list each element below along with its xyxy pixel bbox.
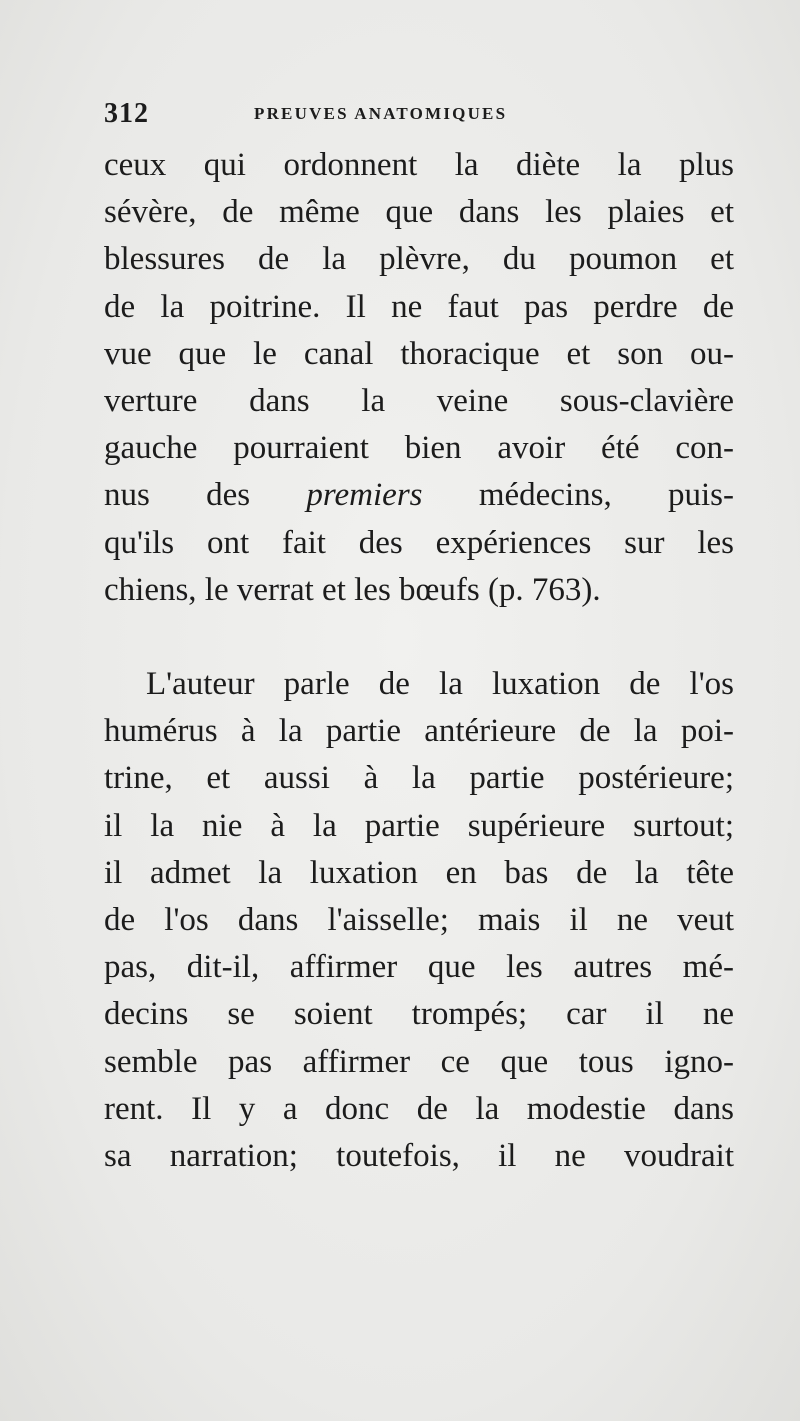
- text-line: decins se soient trompés; car il ne: [104, 996, 734, 1033]
- text-line: de l'os dans l'aisselle; mais il ne veut: [104, 901, 734, 938]
- text-line: gauche pourraient bien avoir été con-: [104, 430, 734, 467]
- running-title: PREUVES ANATOMIQUES: [254, 104, 508, 123]
- text-line: chiens, le verrat et les bœufs (p. 763).: [104, 571, 601, 608]
- page-number: 312: [104, 98, 149, 129]
- text-line-with-italic: [104, 472, 734, 519]
- text-line: il admet la luxation en bas de la tête: [104, 854, 734, 891]
- text-line: sa narration; toutefois, il ne voudrait: [104, 1137, 734, 1174]
- text-line: trine, et aussi à la partie postérieure;: [104, 760, 734, 797]
- text-line: de la poitrine. Il ne faut pas perdre de: [104, 288, 734, 325]
- italic-word: premiers: [306, 477, 423, 514]
- paragraph-2: [104, 661, 734, 1180]
- text-line: qu'ils ont fait des expériences sur les: [104, 524, 734, 561]
- text-line: vue que le canal thoracique et son ou-: [104, 335, 734, 372]
- paragraph-1: [104, 142, 734, 614]
- text-line: blessures de la plèvre, du poumon et: [104, 241, 734, 278]
- text-line: L'auteur parle de la luxation de l'os: [146, 666, 734, 702]
- text-line: pas, dit-il, affirmer que les autres mé-: [104, 949, 734, 986]
- text-line: verture dans la veine sous-clavière: [104, 382, 734, 419]
- text-line: rent. Il y a donc de la modestie dans: [104, 1090, 734, 1127]
- text-line: semble pas affirmer ce que tous igno-: [104, 1043, 734, 1080]
- text-line: il la nie à la partie supérieure surtout;: [104, 807, 734, 844]
- text-segment: nus des: [104, 477, 251, 514]
- text-line: humérus à la partie antérieure de la poi-: [104, 713, 734, 750]
- text-line: sévère, de même que dans les plaies et: [104, 194, 734, 231]
- text-line: ceux qui ordonnent la diète la plus: [104, 147, 734, 183]
- running-head: [104, 98, 744, 138]
- text-segment: médecins, puis-: [478, 477, 734, 514]
